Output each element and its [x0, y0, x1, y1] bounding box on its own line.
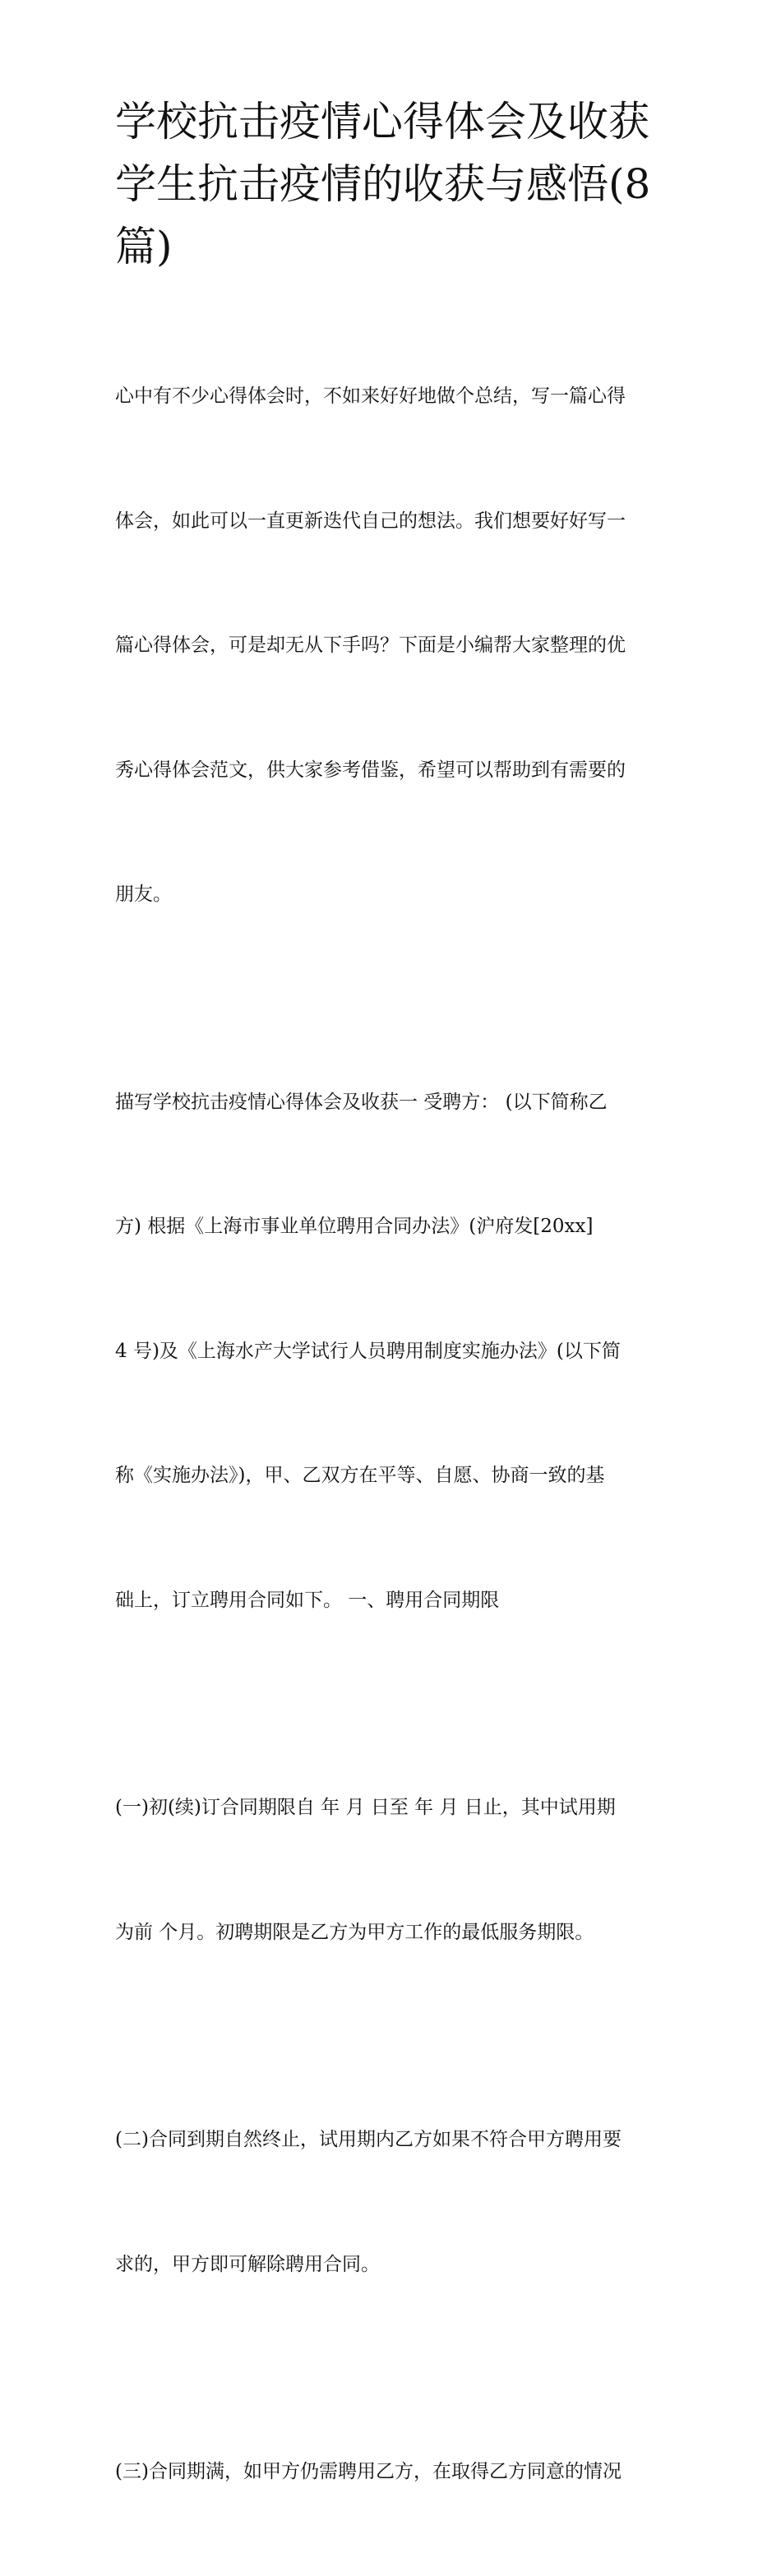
text-line: 求的，甲方即可解除聘用合同。	[115, 2253, 380, 2275]
text-line: (一)初(续)订合同期限自 年 月 日至 年 月 日止，其中试用期	[115, 1797, 616, 1818]
title-line: 学生抗击疫情的收获与感悟(8	[115, 160, 651, 208]
text-line: (二)合同到期自然终止，试用期内乙方如果不符合甲方聘用要	[115, 2129, 622, 2150]
text-line: 秀心得体会范文，供大家参考借鉴，希望可以帮助到有需要的	[115, 759, 626, 781]
clause-2-paragraph	[115, 2036, 670, 2368]
text-line: 为前 个月。初聘期限是乙方为甲方工作的最低服务期限。	[115, 1921, 594, 1943]
clause-1-paragraph	[115, 1704, 670, 2036]
text-line: 础上，订立聘用合同如下。 一、聘用合同期限	[115, 1589, 500, 1611]
text-line: 4 号)及《上海水产大学试行人员聘用制度实施办法》(以下简	[115, 1340, 621, 1362]
text-line: 篇心得体会，可是却无从下手吗？下面是小编帮大家整理的优	[115, 635, 626, 656]
contract-paragraph	[115, 999, 670, 1705]
text-line: 朋友。	[115, 884, 172, 905]
text-line: 心中有不少心得体会时，不如来好好地做个总结，写一篇心得	[115, 385, 626, 407]
intro-paragraph	[115, 293, 670, 999]
text-line: (三)合同期满，如甲方仍需聘用乙方，在取得乙方同意的情况	[115, 2461, 622, 2482]
document-title	[115, 90, 670, 278]
text-line: 描写学校抗击疫情心得体会及收获一 受聘方： (以下简称乙	[115, 1091, 608, 1113]
text-line: 方) 根据《上海市事业单位聘用合同办法》(沪府发[20xx]	[115, 1216, 594, 1237]
text-line: 体会，如此可以一直更新迭代自己的想法。我们想要好好写一	[115, 510, 626, 532]
text-line: 称《实施办法》)，甲、乙双方在平等、自愿、协商一致的基	[115, 1465, 605, 1486]
title-line: 学校抗击疫情心得体会及收获	[115, 98, 649, 145]
document-page	[115, 90, 670, 2576]
title-line: 篇)	[115, 223, 173, 270]
clause-3-paragraph	[115, 2368, 670, 2576]
